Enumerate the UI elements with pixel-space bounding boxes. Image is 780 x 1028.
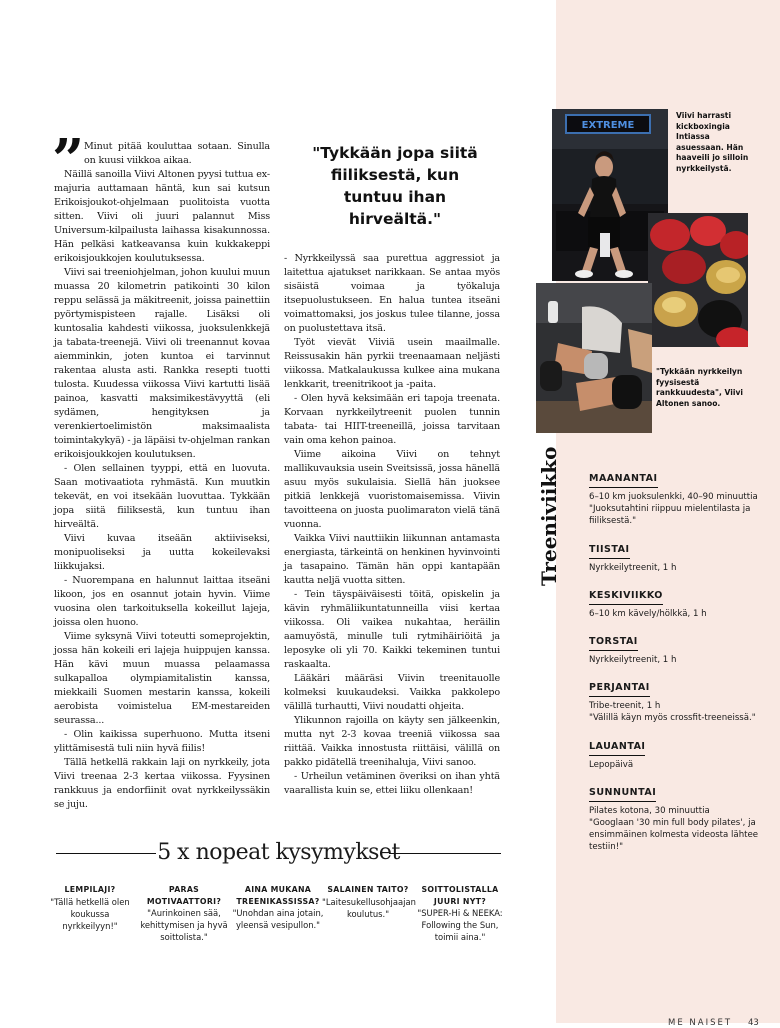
day-name: TORSTAI	[589, 636, 638, 651]
quick-question: SALAINEN TAITO?	[327, 885, 409, 894]
kickboxing-caption: Viivi harrasti kickboxingia Intiassa asuessaan. Hän haaveili jo silloin nyrkkeilystä.	[676, 111, 749, 173]
quick-question-item	[138, 884, 230, 943]
schedule-day	[589, 734, 769, 771]
quick-question: LEMPILAJI?	[64, 885, 116, 894]
training-week-schedule	[589, 466, 769, 863]
article-paragraph: Viime aikoina Viivi on tehnyt mallikuvauksia usein Sveitsissä, jossa hänellä asuu myös sukulaisia. Siellä hän juoksee pitkiä lenkkejä vuoristomaisemissa. Viivin tavoitteena on juosta puolimaraton vielä tänä vuonna.	[284, 449, 500, 530]
quick-questions-header	[56, 836, 501, 872]
boxing-action-photo	[536, 283, 652, 433]
article-paragraph: - Urheilun vetäminen överiksi on ihan yhtä vaarallista kuin se, ettei liiku ollenkaan!	[284, 771, 500, 796]
quick-answer: "Tällä hetkellä olen koukussa nyrkkeilyyn!"	[50, 896, 130, 931]
day-note: "Juoksutahtini riippuu mielentilasta ja fiiliksestä."	[589, 504, 751, 527]
day-name: SUNNUNTAI	[589, 787, 656, 802]
quick-answer: "Laitesukellusohjaajan koulutus."	[322, 896, 416, 919]
article-paragraph: - Olen sellainen tyyppi, että en luovuta. Saan motivaatiota ryhmästä. Kun muutkin tekevät, en voi itsekään luovuttaa. Tykkään jopa siitä fiiliksestä, kun tuntuu ihan hirveältä.	[54, 463, 270, 530]
day-activity: Nyrkkeilytreenit, 1 h	[589, 655, 677, 666]
day-note: "Googlaan '30 min full body pilates', ja ensimmäinen kolmesta videosta lähtee testiin!"	[589, 818, 759, 853]
quick-question-item	[44, 884, 136, 932]
day-activity: 6–10 km juoksulenkki, 40–90 minuuttia	[589, 492, 758, 502]
day-activity: Pilates kotona, 30 minuuttia	[589, 805, 710, 816]
boxing-gloves-photo	[648, 213, 748, 347]
article-paragraph: Viivi sai treeniohjelman, johon kuului muun muassa 20 kilometrin patikointi 30 kilon reppu selässä ja mäkitreenit, joissa painettiin pyörtymispisteen rajalle. Lisäksi oli kuntosalia kahdesti viikossa, juoksulenkkejä ja tabata-treenejä. Viivi oli treenannut kovaa aiemminkin, joten kuntoa ei tarvinnut rakentaa alusta asti. Rankka resepti tuotti tulosta. Kuudessa viikossa Viivi kartutti lisää painoa, kasvatti maksimikestävyyttä (eli sydämen, hengityksen ja verenkiertoelimistön maksimaalista toimintakykyä) - ja läpäisi tv-ohjelman rankan erikoisjoukkojen koulutuksen.	[54, 267, 270, 460]
schedule-day	[589, 537, 769, 574]
day-activity: Tribe-treenit, 1 h	[589, 701, 661, 712]
page-number: 43	[748, 1018, 759, 1028]
quick-answer: "Unohdan aina jotain, yleensä vesipullon."	[232, 908, 324, 930]
training-week-title: Treeniviikko	[537, 446, 561, 586]
article-column-2	[284, 252, 500, 798]
article-paragraph: Näillä sanoilla Viivi Altonen pyysi tuttua ex-majuria auttamaan häntä, kun sai kutsun Erikoisjoukot-ohjelmaan puolitoista vuotta sitten. Viivi oli juuri palannut Miss Universum-kilpailusta laihassa kisakunnossa. Hän pelkäsi katkeavansa kuin kukkakeppi erikoisjoukkojen koulutuksessa.	[54, 169, 270, 264]
day-name: MAANANTAI	[589, 473, 658, 488]
article-paragraph: - Olen hyvä keksimään eri tapoja treenata. Korvaan nyrkkeilytreenit puolen tunnin tabata- tai HIIT-treeneillä, joissa tarvitaan vain oma kehon painoa.	[284, 393, 500, 446]
boxing-gloves-illustration	[648, 213, 748, 347]
quick-questions-title: 5 x nopeat kysymykset	[157, 840, 400, 865]
article-paragraph: - Tein täyspäiväisesti töitä, opiskelin ja kävin ryhmäliikuntatunneilla viisi kertaa viikossa. Oli vaikea nukahtaa, heräilin aamuyöstä, minulle tuli rytmihäiriöitä ja leposyke oli yli 70. Kaikki tekeminen tuntui raskaalta.	[284, 589, 500, 670]
schedule-day	[589, 629, 769, 666]
day-activity: Lepopäivä	[589, 759, 634, 770]
quick-answer: "SUPER-Hi & NEEKA: Following the Sun, toimii aina."	[417, 908, 503, 942]
day-activity: Nyrkkeilytreenit, 1 h	[589, 562, 677, 573]
quick-question-item	[414, 884, 506, 943]
schedule-day	[589, 583, 769, 620]
schedule-day	[589, 675, 769, 724]
quick-question: SOITTOLISTALLA JUURI NYT?	[421, 885, 499, 906]
day-name: PERJANTAI	[589, 682, 650, 697]
quick-question: AINA MUKANA TREENIKASSISSA?	[236, 885, 320, 906]
article-paragraph: Viivi kuvaa itseään aktiiviseksi, monipuoliseksi ja uutta kokeilevaksi liikkujaksi.	[54, 533, 270, 572]
pull-quote: "Tykkään jopa siitä fiiliksestä, kun tuntuu ihan hirveältä."	[312, 144, 478, 228]
magazine-name: ME NAISET	[668, 1018, 733, 1028]
opening-quote-mark: ”	[52, 127, 85, 193]
day-activity: 6–10 km kävely/hölkkä, 1 h	[589, 608, 707, 619]
article-paragraph: Lääkäri määräsi Viivin treenitauolle kolmeksi kuukaudeksi. Vaikka pakkolepo välillä turhautti, Viivi noudatti ohjeita.	[284, 673, 500, 712]
schedule-day	[589, 780, 769, 854]
day-name: KESKIVIIKKO	[589, 590, 663, 605]
article-column-1	[54, 140, 270, 812]
article-paragraph: Ylikunnon rajoilla on käyty sen jälkeenkin, mutta nyt 2-3 kovaa treeniä viikossa saa riittää. Vaikka innostusta riittäisi, välillä on pakko pidätellä treenihaluja, Viivi sanoo.	[284, 715, 500, 768]
article-paragraph: - Nyrkkeilyssä saa purettua aggressiot ja laitettua ajatukset narikkaan. Se antaa myös sisäistä voimaa ja työkaluja itsepuolustukseen. En halua tuntea itseäni voimattomaksi, jos joskus tulee tilanne, jossa on puolustettava itsä.	[284, 253, 500, 334]
article-paragraph: Viime syksynä Viivi toteutti someprojektin, jossa hän kokeili eri lajeja huippujen kanssa. Hän kävi muun muassa pelaamassa sulkapalloa olympiamitalistin kanssa, miekkaili Suomen mestarin kanssa, kokeili aerobista voimistelua EM-mestareiden seurassa...	[54, 631, 270, 726]
quick-question-item	[232, 884, 324, 931]
day-note: "Välillä käyn myös crossfit-treeneissä."	[589, 713, 756, 724]
article-paragraph: Minut pitää kouluttaa sotaan. Sinulla on kuusi viikkoa aikaa.	[84, 141, 270, 166]
quick-answer: "Aurinkoinen sää, kehittymisen ja hyvä soittolista."	[140, 908, 228, 942]
gym-sign-text: EXTREME	[581, 120, 635, 131]
quick-question-item	[322, 884, 414, 920]
schedule-day	[589, 466, 769, 528]
article-paragraph: - Olin kaikissa superhuono. Mutta itseni ylittämisestä tuli niin hyvä fiilis!	[54, 729, 270, 754]
day-name: TIISTAI	[589, 544, 630, 559]
article-paragraph: - Nuorempana en halunnut laittaa itseäni likoon, jos en osannut jotain hyvin. Viime vuosina olen tarkoituksella kokeillut lajeja, joissa olen huono.	[54, 575, 270, 628]
article-paragraph: Työt vievät Viiviä usein maailmalle. Reissusakin hän pyrkii treenaamaan neljästi viikossa. Matkalaukussa kulkee aina mukana lenkkarit, treenitrikoot ja -paita.	[284, 337, 500, 390]
day-name: LAUANTAI	[589, 741, 645, 756]
quick-question: PARAS MOTIVAATTORI?	[146, 885, 222, 906]
boxing-caption: "Tykkään nyrkkeilyn fyysisestä rankkuudesta", Viivi Altonen sanoo.	[656, 367, 744, 408]
article-paragraph: Tällä hetkellä rakkain laji on nyrkkeily, jota Viivi treenaa 2-3 kertaa viikossa. Fyysinen rankkuus ja endorfiinit ovat nyrkkeilyssäkin se juju.	[54, 757, 270, 810]
article-paragraph: Vaikka Viivi nauttiikin liikunnan antamasta energiasta, tärkeintä on henkinen hyvinvointi ja tasapaino. Tämän hän oppi kantapään kautta neljä vuotta sitten.	[284, 533, 500, 586]
boxing-action-illustration	[536, 283, 652, 433]
